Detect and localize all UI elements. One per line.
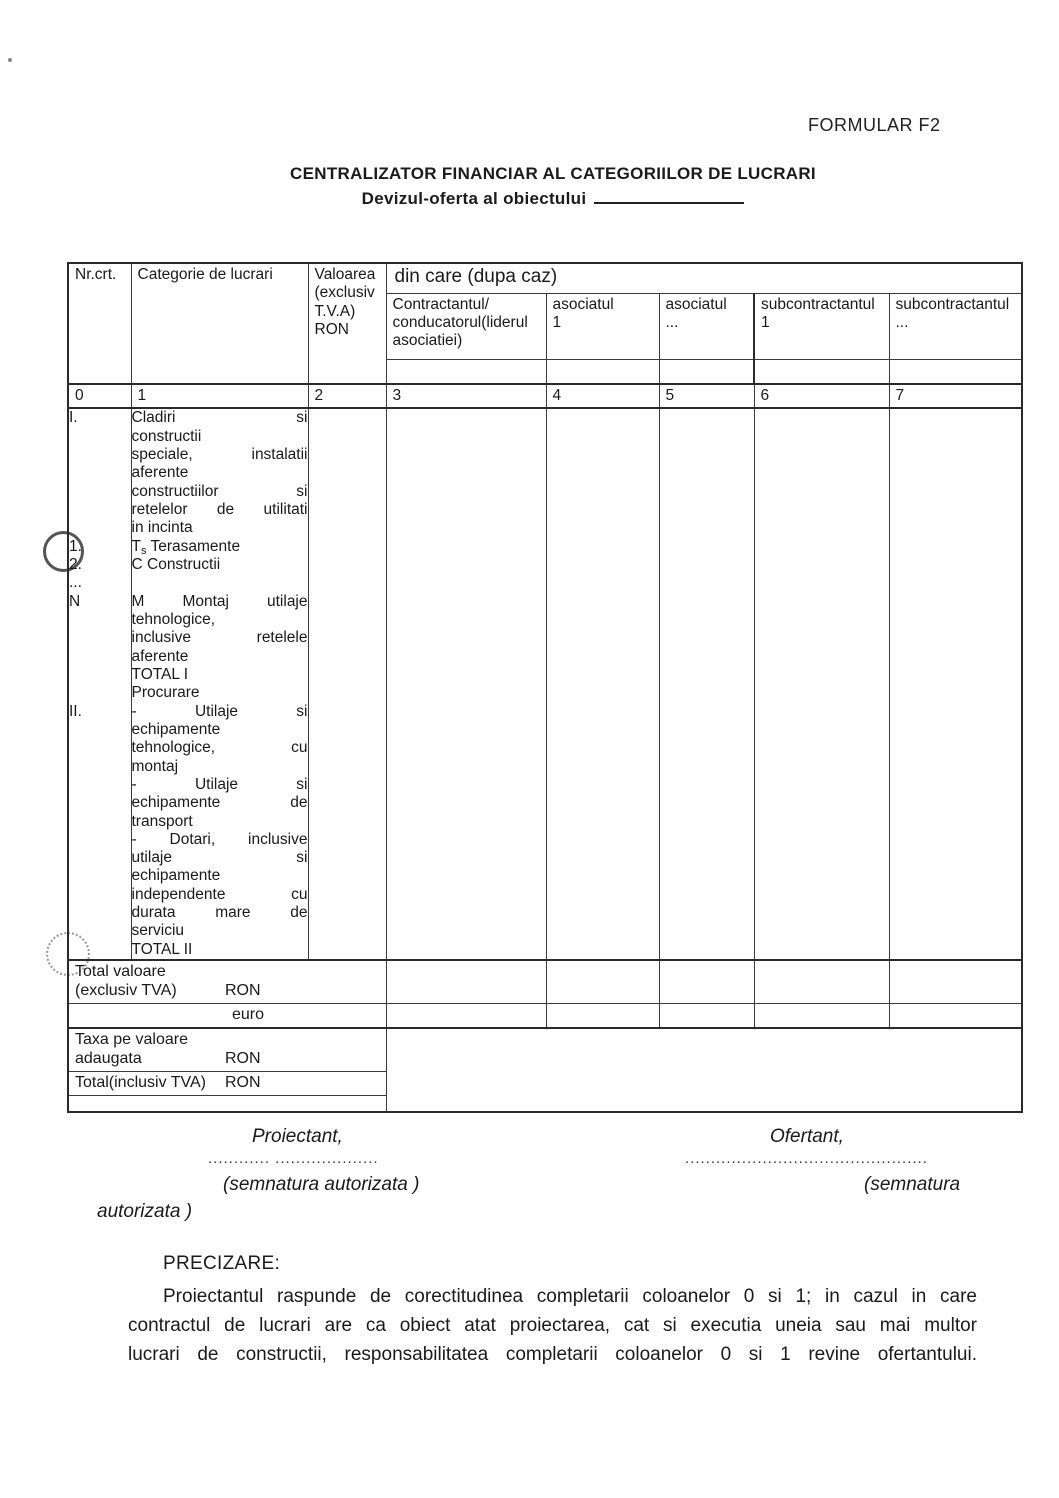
nr-line: II.	[69, 702, 82, 720]
category-line: C Constructii	[131, 555, 221, 573]
ofertant-signature-caption: (semnatura	[864, 1174, 961, 1195]
total-valoare-line1: Total valoare	[75, 963, 166, 981]
value-cell-col7	[889, 408, 1022, 960]
header-subcontractant-1-line: 1	[761, 313, 770, 331]
header-asociat-1	[546, 293, 659, 359]
value-cell-col2	[308, 408, 386, 960]
total-valoare-line2	[75, 982, 380, 1001]
total-tva-label	[68, 1072, 386, 1096]
euro-cell-col3	[386, 1003, 546, 1028]
category-line: tehnologice, cu	[131, 739, 308, 757]
total-valoare-paren: (exclusiv TVA)	[75, 982, 177, 999]
taxa-row	[68, 1028, 1022, 1071]
precizare-line: lucrari de constructii, responsabilitatea completarii coloanelor 0 si 1 revine ofertantului.	[128, 1344, 977, 1365]
taxa-unit: RON	[225, 1050, 261, 1068]
category-line: - Dotari, inclusive	[131, 830, 308, 848]
strip-cell	[546, 359, 659, 384]
euro-label: euro	[68, 1003, 386, 1028]
header-valoarea-line: RON	[314, 320, 349, 338]
nr-line	[69, 428, 131, 446]
document-subtitle-text: Devizul-oferta al obiectului	[361, 189, 587, 208]
category-line: retelelor de utilitati	[131, 500, 308, 518]
header-valoarea	[308, 263, 386, 384]
precizare-heading: PRECIZARE:	[163, 1253, 281, 1274]
total-valoare-cell-col5	[659, 960, 754, 1003]
category-line: Procurare	[131, 684, 200, 702]
header-valoarea-line: T.V.A)	[314, 302, 356, 320]
nr-line	[69, 611, 131, 629]
euro-cell-col4	[546, 1003, 659, 1028]
nr-line	[69, 666, 131, 684]
euro-cell-col5	[659, 1003, 754, 1028]
category-line: serviciu	[131, 922, 185, 940]
column-number-row	[68, 384, 1022, 408]
body-nr-lines	[68, 408, 131, 960]
total-valoare-unit: RON	[225, 982, 261, 999]
header-asociat-1-line: 1	[552, 313, 562, 331]
nr-line	[69, 776, 131, 794]
category-line: tehnologice,	[131, 610, 216, 628]
category-line: utilaje si	[131, 849, 308, 867]
nr-line	[69, 831, 131, 849]
category-line: montaj	[131, 757, 179, 775]
nr-line	[69, 519, 131, 537]
header-valoarea-line: Valoarea	[314, 266, 376, 283]
ofertant-label: Ofertant,	[770, 1126, 844, 1147]
nr-line	[69, 501, 131, 519]
body-row	[68, 408, 1022, 960]
nr-line	[69, 922, 131, 940]
col-number-3: 3	[386, 384, 546, 408]
ofertant-signature-dots: ...............................................	[685, 1150, 928, 1167]
nr-line	[69, 886, 131, 904]
header-valoarea-line: (exclusiv	[314, 284, 375, 302]
document-title-block	[48, 164, 1058, 209]
nr-line	[69, 721, 131, 739]
col-number-4: 4	[546, 384, 659, 408]
proiectant-signature-caption: (semnatura autorizata )	[223, 1174, 420, 1195]
total-valoare-label	[68, 960, 386, 1003]
header-subcontractant-n-line: subcontractantul	[895, 295, 1010, 313]
strip-cell	[889, 359, 1022, 384]
col-number-0: 0	[68, 384, 131, 408]
taxa-line1: Taxa pe valoare	[75, 1031, 188, 1049]
category-line: TOTAL I	[131, 665, 189, 683]
precizare-paragraph	[128, 1282, 977, 1369]
strip-cell	[659, 359, 754, 384]
header-contractant-line: asociatiei)	[392, 332, 463, 350]
category-line	[132, 574, 308, 592]
category-line: $T_s$ Terasamente	[131, 537, 241, 557]
precizare-line: contractul de lucrari are ca obiect atat proiectarea, cat si executia uneia sau mai multor	[128, 1315, 977, 1336]
col-number-6: 6	[754, 384, 889, 408]
category-line: echipamente	[131, 867, 221, 885]
category-line: durata mare de	[131, 904, 308, 922]
nr-line	[69, 464, 131, 482]
header-nr-crt: Nr.crt.	[68, 263, 131, 384]
nr-line	[69, 483, 131, 501]
taxa-line2	[75, 1050, 380, 1069]
value-cell-col6	[754, 408, 889, 960]
nr-line	[69, 446, 131, 464]
header-asociat-1-line: asociatul	[552, 295, 614, 313]
nr-line	[69, 794, 131, 812]
category-line: constructii	[131, 427, 202, 445]
header-subcontractant-1	[754, 293, 889, 359]
euro-row	[68, 1003, 1022, 1028]
category-line: inclusive retelele	[131, 629, 308, 647]
header-subcontractant-1-line: subcontractantul	[761, 295, 875, 313]
value-cell-col4	[546, 408, 659, 960]
category-line: aferente	[131, 647, 189, 665]
col-number-1: 1	[131, 384, 308, 408]
header-asociat-n-line: asociatul	[665, 295, 727, 313]
header-subcontractant-n-line: ...	[895, 313, 909, 331]
scan-speck	[8, 58, 12, 62]
total-tva-unit: RON	[225, 1074, 261, 1092]
proiectant-label: Proiectant,	[252, 1126, 343, 1147]
nr-line: ...	[69, 574, 82, 592]
col-number-2: 2	[308, 384, 386, 408]
category-line: echipamente	[131, 720, 221, 738]
total-valoare-cell-col7	[889, 960, 1022, 1003]
category-line: aferente	[131, 464, 189, 482]
header-subcontractant-n	[889, 293, 1022, 359]
header-asociat-n-line: ...	[665, 313, 679, 331]
proiectant-signature-dots: ............ ....................	[208, 1150, 379, 1167]
nr-line	[69, 941, 131, 959]
euro-cell-col7	[889, 1003, 1022, 1028]
body-category-lines	[131, 408, 308, 960]
category-line: speciale, instalatii	[131, 445, 308, 463]
nr-line	[69, 629, 131, 647]
nr-line	[69, 684, 131, 702]
header-row-group	[68, 263, 1022, 293]
category-line: TOTAL II	[131, 940, 193, 958]
taxa-total-merged-cell	[386, 1028, 1022, 1111]
category-line: independente cu	[131, 885, 308, 903]
financial-table	[67, 262, 1023, 1113]
total-valoare-row	[68, 960, 1022, 1003]
nr-line	[69, 904, 131, 922]
nr-line	[69, 648, 131, 666]
category-line: echipamente de	[131, 794, 308, 812]
precizare-line: Proiectantul raspunde de corectitudinea completarii coloanelor 0 si 1; in cazul in care	[163, 1286, 977, 1307]
financial-table-wrap	[67, 262, 1023, 1113]
subtitle-blank-line	[594, 188, 744, 204]
nr-line	[69, 813, 131, 831]
taxa-word: adaugata	[75, 1050, 142, 1068]
value-cell-col3	[386, 408, 546, 960]
header-contractant-line: conducatorul(liderul	[392, 313, 528, 331]
category-line: M Montaj utilaje	[131, 592, 308, 610]
col-number-7: 7	[889, 384, 1022, 408]
nr-line: N	[69, 592, 81, 610]
total-valoare-cell-col4	[546, 960, 659, 1003]
header-categorie: Categorie de lucrari	[131, 263, 308, 384]
category-line: transport	[131, 812, 193, 830]
total-valoare-cell-col3	[386, 960, 546, 1003]
form-code: FORMULAR F2	[808, 115, 941, 135]
header-contractant	[386, 293, 546, 359]
category-line: in incinta	[131, 519, 193, 537]
strip-cell	[386, 359, 546, 384]
col-number-5: 5	[659, 384, 754, 408]
taxa-label	[68, 1028, 386, 1071]
nr-line: 2.	[69, 555, 82, 573]
empty-bottom-cell	[68, 1096, 386, 1112]
category-line: Cladiri si	[131, 409, 308, 427]
header-contractant-line: Contractantul/	[392, 295, 489, 313]
nr-line: I.	[69, 409, 78, 427]
nr-line: 1.	[69, 537, 82, 555]
nr-line	[69, 739, 131, 757]
strip-cell	[754, 359, 889, 384]
document-title: CENTRALIZATOR FINANCIAR AL CATEGORIILOR DE LUCRARI	[290, 164, 816, 183]
value-cell-col5	[659, 408, 754, 960]
nr-line	[69, 849, 131, 867]
category-line: constructiilor si	[131, 482, 308, 500]
category-line: - Utilaje si	[131, 702, 308, 720]
ofertant-signature-caption-wrap: autorizata )	[97, 1201, 193, 1222]
total-valoare-cell-col6	[754, 960, 889, 1003]
total-tva-text: Total(inclusiv TVA)	[75, 1074, 206, 1092]
document-subtitle	[48, 188, 1058, 209]
euro-cell-col6	[754, 1003, 889, 1028]
nr-line	[69, 758, 131, 776]
header-asociat-n	[659, 293, 754, 359]
category-line: - Utilaje si	[131, 775, 308, 793]
header-din-care: din care (dupa caz)	[386, 263, 1022, 293]
nr-line	[69, 867, 131, 885]
